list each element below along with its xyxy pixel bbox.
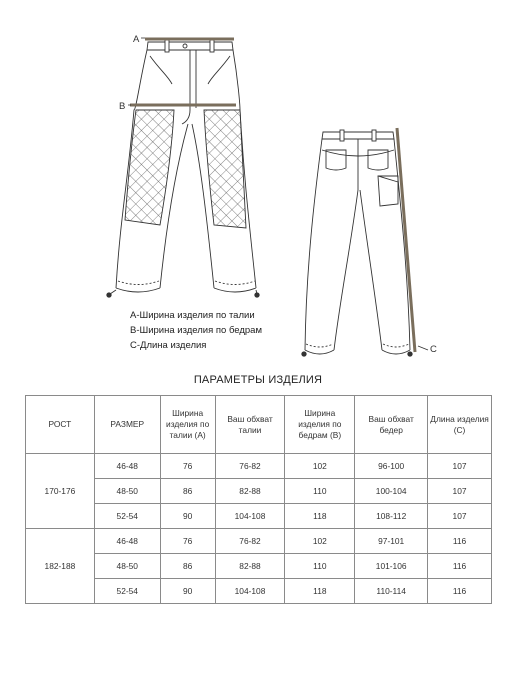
header-waist-width: Ширина изделия по талии (А): [160, 396, 215, 454]
table-cell: 76-82: [215, 454, 285, 479]
legend-item-b: B-Ширина изделия по бедрам: [130, 325, 262, 336]
legend-item-a: A-Ширина изделия по талии: [130, 310, 255, 321]
table-cell: 82-88: [215, 554, 285, 579]
table-title: ПАРАМЕТРЫ ИЗДЕЛИЯ: [193, 374, 323, 386]
table-cell: 102: [285, 454, 355, 479]
table-cell: 76: [160, 529, 215, 554]
table-cell: 82-88: [215, 479, 285, 504]
marker-a: A: [133, 34, 140, 45]
table-cell: 86: [160, 479, 215, 504]
table-cell: 96-100: [355, 454, 428, 479]
height-cell: 182-188: [26, 529, 95, 604]
table-cell: 52-54: [94, 579, 160, 604]
table-cell: 118: [285, 579, 355, 604]
table-row: [26, 479, 492, 504]
table-cell: 76: [160, 454, 215, 479]
table-cell: 46-48: [94, 529, 160, 554]
table-cell: 97-101: [355, 529, 428, 554]
table-cell: 48-50: [94, 479, 160, 504]
table-cell: 52-54: [94, 504, 160, 529]
table-cell: 118: [285, 504, 355, 529]
table-cell: 76-82: [215, 529, 285, 554]
marker-c: C: [430, 344, 437, 355]
table-header-row: [26, 396, 492, 454]
table-cell: 104-108: [215, 504, 285, 529]
table-cell: 48-50: [94, 554, 160, 579]
table-cell: 110-114: [355, 579, 428, 604]
table-cell: 104-108: [215, 579, 285, 604]
header-your-waist: Ваш обхват талии: [215, 396, 285, 454]
table-cell: 101-106: [355, 554, 428, 579]
table-cell: 107: [428, 479, 492, 504]
header-height: РОСТ: [26, 396, 95, 454]
table-cell: 110: [285, 554, 355, 579]
table-cell: 86: [160, 554, 215, 579]
legend-item-c: C-Длина изделия: [130, 340, 207, 351]
back-view-pants: [302, 130, 412, 356]
table-row: [26, 529, 492, 554]
table-cell: 102: [285, 529, 355, 554]
table-row: [26, 579, 492, 604]
table-row: [26, 504, 492, 529]
measurement-legend: [130, 308, 262, 353]
header-hip-width: Ширина изделия по бедрам (В): [285, 396, 355, 454]
table-row: [26, 554, 492, 579]
header-length: Длина изделия (С): [428, 396, 492, 454]
table-cell: 90: [160, 579, 215, 604]
table-cell: 46-48: [94, 454, 160, 479]
marker-b: B: [119, 101, 126, 112]
table-row: [26, 454, 492, 479]
table-cell: 107: [428, 454, 492, 479]
table-cell: 110: [285, 479, 355, 504]
table-cell: 116: [428, 579, 492, 604]
table-cell: 116: [428, 529, 492, 554]
header-size: РАЗМЕР: [94, 396, 160, 454]
table-cell: 116: [428, 554, 492, 579]
table-cell: 107: [428, 504, 492, 529]
header-your-hips: Ваш обхват бедер: [355, 396, 428, 454]
height-cell: 170-176: [26, 454, 95, 529]
table-cell: 100-104: [355, 479, 428, 504]
size-parameters-table: [25, 395, 492, 604]
table-cell: 108-112: [355, 504, 428, 529]
table-cell: 90: [160, 504, 215, 529]
front-view-pants: [107, 40, 259, 297]
